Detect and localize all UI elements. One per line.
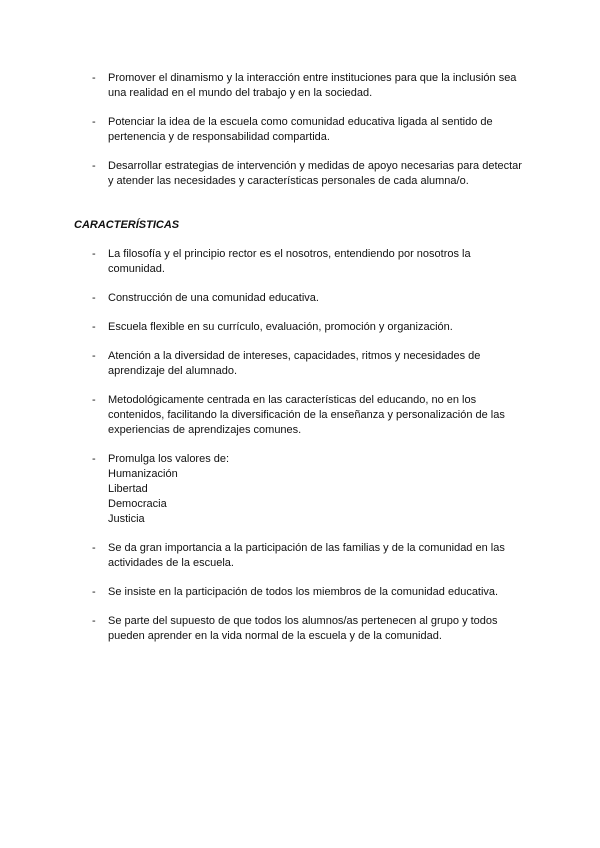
list-item-text: Metodológicamente centrada en las características del educando, no en los contenidos, facilitando la diversificación de la enseñanza y personalización de las experiencias de aprendizajes comunes.: [108, 394, 505, 436]
bullet-dash: -: [92, 160, 96, 172]
list-item: [0, 71, 600, 101]
bullet-dash: -: [92, 586, 96, 598]
list-item: [0, 291, 600, 306]
bullet-dash: -: [92, 72, 96, 84]
list-item-text: Desarrollar estrategias de intervención y medidas de apoyo necesarias para detectar y atender las necesidades y características personales de cada alumna/o.: [108, 160, 522, 187]
list-item-text: Se insiste en la participación de todos los miembros de la comunidad educativa.: [108, 586, 499, 598]
bullet-dash: -: [92, 615, 96, 627]
list-item: [0, 247, 600, 277]
list-item-text: Potenciar la idea de la escuela como comunidad educativa ligada al sentido de pertenencia y de responsabilidad compartida.: [108, 116, 493, 143]
bullet-dash: -: [92, 248, 96, 260]
bullet-dash: -: [92, 321, 96, 333]
list-item: [0, 614, 600, 644]
list-item: [0, 320, 600, 335]
list-item-text: Escuela flexible en su currículo, evaluación, promoción y organización.: [108, 321, 453, 333]
value-humanizacion: Humanización: [108, 468, 178, 480]
list-item-text: La filosofía y el principio rector es el nosotros, entendiendo por nosotros la comunidad.: [108, 248, 471, 275]
list-item: [0, 541, 600, 571]
values-intro: Promulga los valores de:: [108, 453, 230, 465]
list-item: [0, 349, 600, 379]
values-block: [108, 452, 528, 527]
list-item: [0, 393, 600, 438]
list-item-text: Se parte del supuesto de que todos los alumnos/as pertenecen al grupo y todos pueden aprender en la vida normal de la escuela y de la comunidad.: [108, 615, 498, 642]
list-item-text: Promover el dinamismo y la interacción entre instituciones para que la inclusión sea una realidad en el mundo del trabajo y en la sociedad.: [108, 72, 517, 99]
bullet-dash: -: [92, 292, 96, 304]
value-democracia: Democracia: [108, 498, 167, 510]
bullet-dash: -: [92, 453, 96, 465]
intro-list: [0, 71, 600, 189]
list-item-text: Construcción de una comunidad educativa.: [108, 292, 319, 304]
characteristics-list: [0, 247, 600, 644]
value-justicia: Justicia: [108, 513, 145, 525]
list-item: [0, 585, 600, 600]
bullet-dash: -: [92, 394, 96, 406]
values-list-item: [0, 452, 600, 527]
list-item: [0, 159, 600, 189]
list-item-text: Se da gran importancia a la participación de las familias y de la comunidad en las actividades de la escuela.: [108, 542, 505, 569]
bullet-dash: -: [92, 116, 96, 128]
section-heading: CARACTERÍSTICAS: [74, 219, 180, 231]
bullet-dash: -: [92, 542, 96, 554]
value-libertad: Libertad: [108, 483, 148, 495]
list-item: [0, 115, 600, 145]
bullet-dash: -: [92, 350, 96, 362]
list-item-text: Atención a la diversidad de intereses, capacidades, ritmos y necesidades de aprendizaje del alumnado.: [108, 350, 481, 377]
